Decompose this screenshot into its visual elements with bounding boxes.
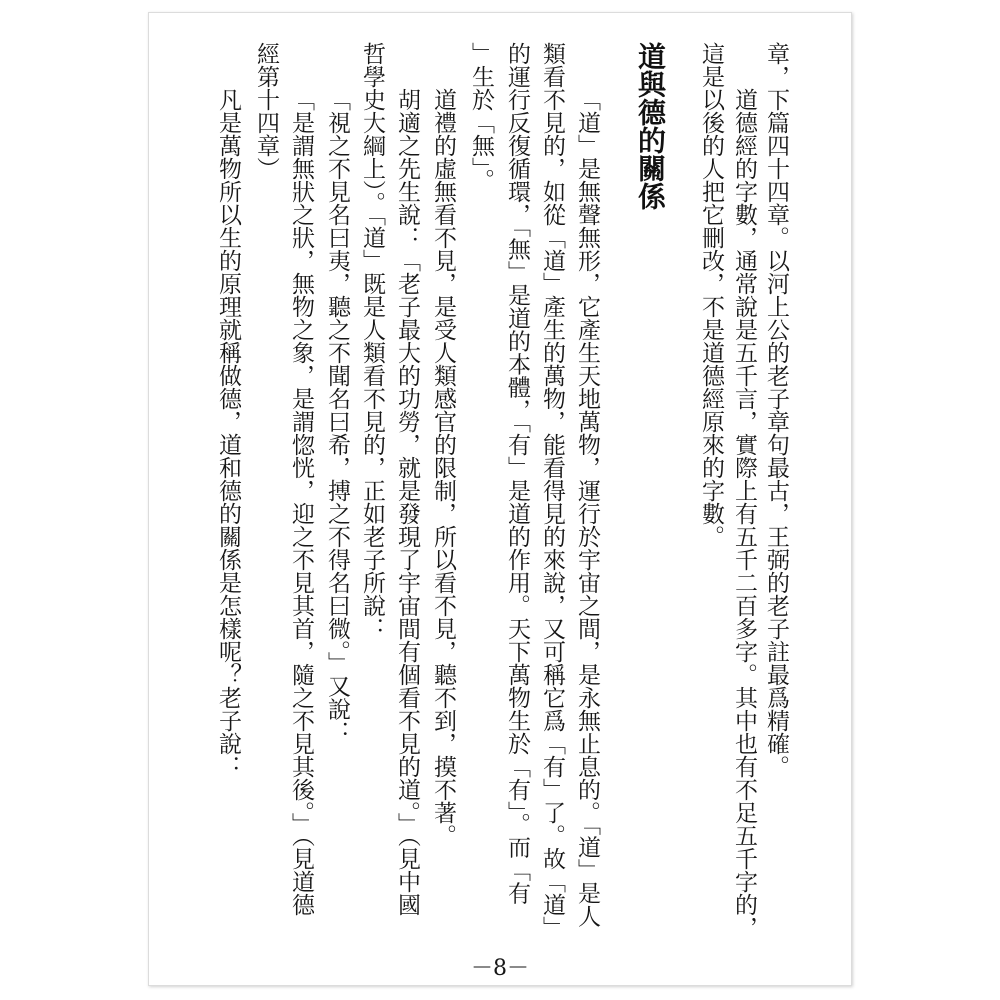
text-column: 的運行反復循環，「無」是道的本體，「有」是道的作用。天下萬物生於「有」。而「有 — [504, 42, 530, 905]
text-column: 「道」是無聲無形，它產生天地萬物，運行於宇宙之間，是永無止息的。「道」是人 — [574, 88, 600, 928]
text-column: 胡適之先生說：「老子最大的功勞，就是發現了宇宙間有個看不見的道。」（見中國 — [394, 88, 420, 916]
text-column: 道禮的虛無看不見，是受人類感官的限制，所以看不見，聽不到，摸不著。 — [430, 88, 456, 847]
page-number: －8－ — [471, 956, 529, 981]
quote-column: 「是謂無狀之狀，無物之象，是謂惚恍，迎之不見其首，隨之不見其後。」（見道德 — [288, 88, 314, 916]
section-heading: 道與德的關係 — [634, 42, 667, 210]
text-column: 道德經的字數，通常說是五千言，實際上有五千二百多字。其中也有不足五千字的， — [731, 88, 757, 939]
text-column: 類看不見的，如從「道」產生的萬物，能看得見的來說，又可稱它爲「有」了。故「道」 — [539, 42, 565, 939]
quote-column: 「視之不見名曰夷，聽之不聞名曰希，搏之不得名曰微。」又說： — [324, 88, 350, 744]
text-column: 這是以後的人把它刪改，不是道德經原來的字數。 — [698, 42, 724, 548]
text-column: 哲學史大綱上）。「道」既是人類看不見的，正如老子所說： — [359, 42, 385, 640]
text-column: 」生於「無」。 — [468, 42, 494, 192]
text-column: 凡是萬物所以生的原理就稱做德，道和德的關係是怎樣呢？老子說： — [215, 88, 241, 778]
text-column: 章，下篇四十四章。以河上公的老子章句最古，王弼的老子註最爲精確。 — [763, 42, 789, 778]
text-column: 經第十四章） — [253, 42, 279, 180]
